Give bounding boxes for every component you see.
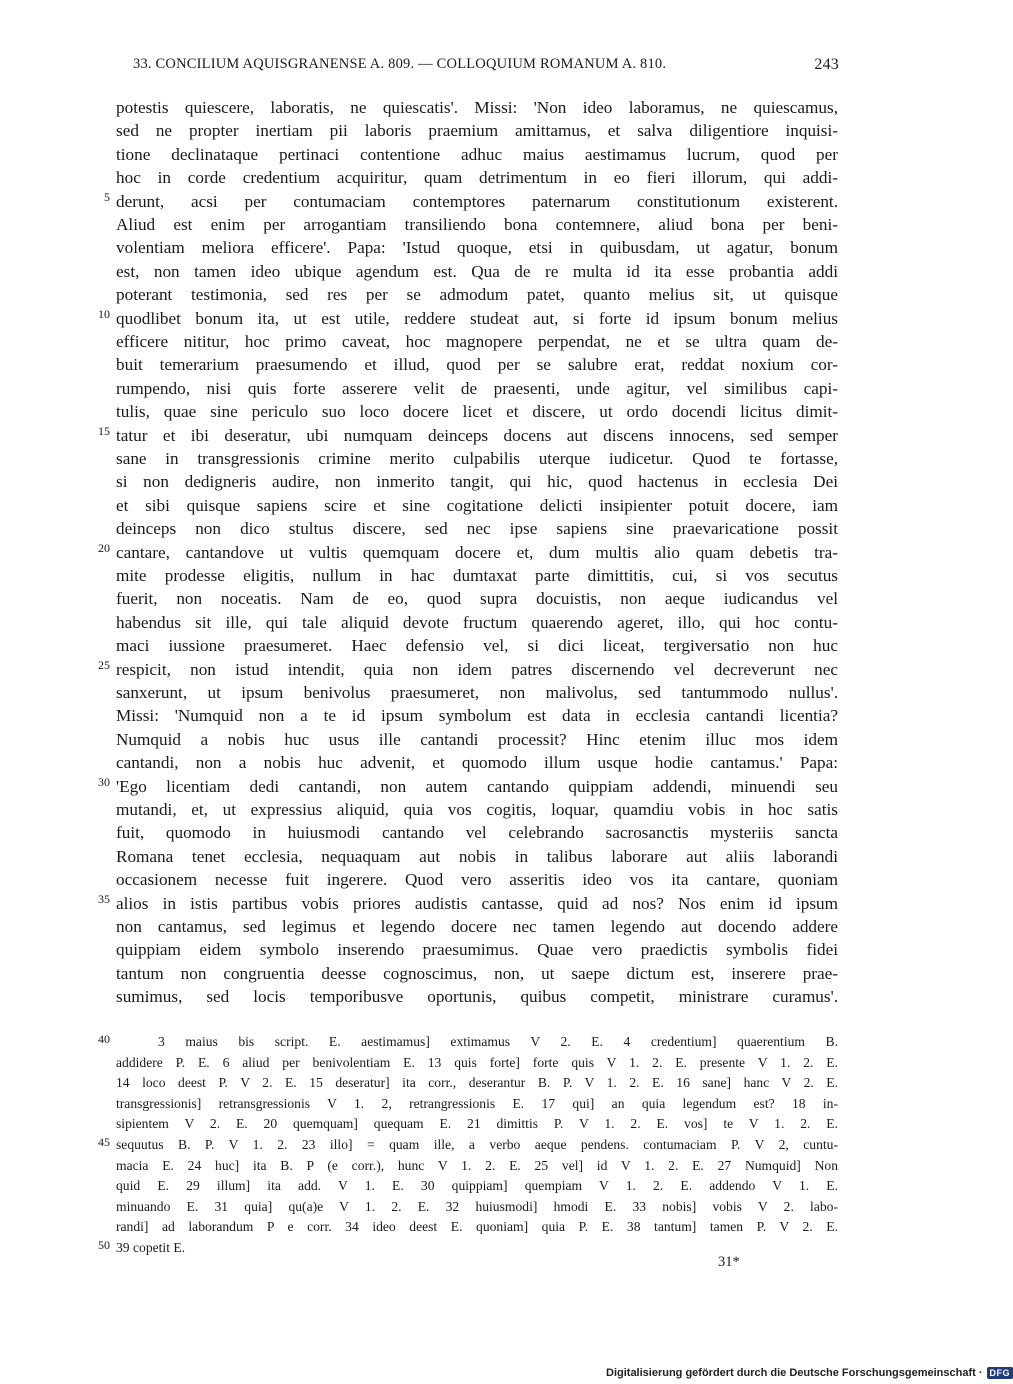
text-line: respicit, non istud intendit, quia non idem patres discernendo vel decreverunt nec [116, 659, 838, 679]
apparatus-line: addidere P. E. 6 aliud per benivolentiam E. 13 quis forte] forte quis V 1. 2. E. presente V 1. 2. E. [116, 1054, 838, 1070]
apparatus-line: sipientem V 2. E. 20 quemquam] quequam E. 21 dimittis P. V 1. 2. E. vos] te V 1. 2. E. [116, 1116, 838, 1132]
text-line: cantandi, non a nobis huc advenit, et quomodo illum usque hodie cantamus.' Papa: [116, 753, 838, 773]
line-number: 10 [98, 306, 110, 321]
text-line: occasionem necesse fuit ingerere. Quod vero asseritis ideo vos ita cantare, quoniam [116, 870, 838, 890]
text-line: hoc in corde credentium acquiritur, quam detrimentum in eo fieri illorum, qui addi- [116, 168, 838, 188]
apparatus-line: 3 maius bis script. E. aestimamus] extimamus V 2. E. 4 credentium] quaerentium B. [158, 1034, 838, 1049]
text-line: sane in transgressionis crimine merito culpabilis uterque iudicetur. Quod te fortasse, [116, 449, 838, 468]
text-line: deinceps non dico stultus discere, sed nec ipse sapiens sine praevaricatione possit [116, 519, 838, 539]
text-line: poterant testimonia, sed res per se admodum patet, quanto melius sit, ut quisque [116, 285, 838, 305]
apparatus-line: 39 copetit E. [116, 1240, 186, 1255]
funding-footer [606, 1365, 1013, 1381]
text-line: fuit, quomodo in huiusmodi cantando vel celebrando sacrosanctis mysteriis sancta [116, 823, 838, 843]
line-number: 25 [98, 657, 110, 672]
apparatus-line: randi] ad laborandum P e corr. 34 ideo deest E. quoniam] quia P. E. 38 tantum] tamen P. V 2. E. [116, 1219, 838, 1235]
text-line: Numquid a nobis huc usus ille cantandi processit? Hinc etenim illuc mos idem [116, 729, 838, 749]
text-line: derunt, acsi per contumaciam contemptores paternarum constitutionum existerent. [116, 191, 838, 211]
text-line: Missi: 'Numquid non a te id ipsum symbolum est data in ecclesia cantandi licentia? [116, 706, 838, 726]
text-line: tione declinataque pertinaci contentione adhuc maius aestimamus lucrum, quod per [116, 144, 838, 164]
text-line: mite prodesse eligitis, nullum in hac dumtaxat parte dimittitis, cui, si vos secutus [116, 566, 838, 585]
text-line: Aliud est enim per arrogantiam transiliendo bona contemnere, aliud bona per beni- [116, 215, 838, 234]
page-number: 243 [814, 56, 839, 73]
text-line: potestis quiescere, laboratis, ne quiescatis'. Missi: 'Non ideo laboramus, ne quiescamus, [116, 98, 838, 117]
line-number: 35 [98, 891, 110, 906]
text-line: sanxerunt, ut ipsum benivolus praesumeret, non malivolus, sed tantummodo nullus'. [116, 683, 838, 702]
apparatus-line: quid E. 29 illum] ita add. V 1. E. 30 quippiam] quempiam V 1. 2. E. addendo V 1. E. [116, 1178, 838, 1194]
apparatus-line-number: 45 [98, 1135, 110, 1149]
running-header [133, 56, 839, 78]
apparatus-line-number: 40 [98, 1032, 110, 1046]
running-title: 33. CONCILIUM AQUISGRANENSE A. 809. — COLLOQUIUM ROMANUM A. 810. [133, 56, 667, 72]
line-number: 15 [98, 423, 110, 438]
signature-mark: 31* [718, 1254, 740, 1270]
text-line: alios in istis partibus vobis priores audistis cantasse, quid ad nos? Nos enim id ipsum [116, 893, 838, 913]
text-line: tatur et ibi deseratur, ubi numquam deinceps docens aut discens innocens, sed semper [116, 425, 838, 445]
text-line: et sibi quisque sapiens scire et sine cogitatione delicti insipienter potuit docere, iam [116, 495, 838, 515]
text-line: est, non tamen ideo ubique agendum est. Qua de re multa id ita esse probantia addi [116, 261, 838, 281]
text-line: mutandi, et, ut expressius aliquid, quia vos cogitis, loquar, quamdiu vobis in hoc satis [116, 800, 838, 819]
text-line: sed ne propter inertiam pii laboris praemium amittamus, et salva diligentiore inquisi- [116, 121, 838, 141]
text-line: rumpendo, nisi quis forte asserere velit de praesenti, unde agitur, vel similibus capi- [116, 378, 838, 398]
text-line: cantare, cantandove ut vultis quemquam docere et, dum multis alio quam debetis tra- [116, 542, 838, 562]
text-line: non cantamus, sed legimus et legendo docere nec tamen legendo aut docendo addere [116, 917, 838, 936]
text-line: fuerit, non noceatis. Nam de eo, quod supra docuistis, non aeque iudicandus vel [116, 589, 838, 609]
apparatus-line: 14 loco deest P. V 2. E. 15 deseratur] ita corr., deserantur B. P. V 1. 2. E. 16 sane] hanc V 2. E. [116, 1075, 838, 1091]
text-line: habendus sit ille, qui tale aliquid devote fructum quaerendo ageret, illo, qui hoc contu- [116, 612, 838, 632]
text-line: sumimus, sed locis temporibusve oportunis, quibus competit, ministrare curamus'. [116, 987, 838, 1007]
apparatus-line: minuando E. 31 quia] qu(a)e V 1. 2. E. 32 huiusmodi] hmodi E. 33 nobis] vobis V 2. labo- [116, 1198, 838, 1214]
text-line: maci iussione praesumeret. Haec defensio vel, si dici liceat, tergiversatio non huc [116, 636, 838, 656]
text-line: Romana tenet ecclesia, nequaquam aut nobis in talibus laborare aut aliis laborandi [116, 846, 838, 866]
text-line: si non dedigneris audire, non inmerito tangit, qui hic, quod hactenus in ecclesia Dei [116, 472, 838, 492]
text-line: quodlibet bonum ita, ut est utile, reddere studeat aut, si forte id ipsum bonum melius [116, 308, 838, 328]
text-line: efficere nititur, hoc primo caveat, hoc magnopere perpendat, ne et se ultra quam de- [116, 332, 838, 351]
text-line: tantum non congruentia deesse cognoscimus, non, ut saepe dictum est, inserere prae- [116, 963, 838, 983]
text-line: quippiam eidem symbolo inserendo praesumimus. Quae vero praedictis symbolis fidei [116, 940, 838, 960]
funding-notice: Digitalisierung gefördert durch die Deutsche Forschungsgemeinschaft · [606, 1367, 983, 1379]
line-number: 20 [98, 540, 110, 555]
text-line: tulis, quae sine periculo suo loco docere licet et discere, ut ordo docendi licitus dimit- [116, 402, 838, 422]
apparatus-line: sequutus B. P. V 1. 2. 23 illo] = quam ille, a verbo aeque pendens. contumaciam P. V 2, cuntu- [116, 1137, 838, 1152]
line-number: 5 [104, 189, 110, 204]
apparatus-line: transgressionis] retransgressionis V 1. 2, retrangressionis E. 17 qui] an quia legendum est? 18 in- [116, 1095, 838, 1111]
line-number: 30 [98, 774, 110, 789]
text-line: 'Ego licentiam dedi cantandi, non autem cantando quippiam addendi, minuendi seu [116, 776, 838, 796]
apparatus-line: macia E. 24 huc] ita B. P (e corr.), hunc V 1. 2. E. 25 vel] id V 1. 2. E. 27 Numquid] Non [116, 1157, 838, 1173]
text-line: volentiam meliora efficere'. Papa: 'Istud quoque, etsi in quibusdam, ut agatur, bonum [116, 238, 838, 258]
text-line: buit temerarium praesumendo et illud, quod per se salubre erat, reddat noxium cor- [116, 355, 838, 375]
apparatus-line-number: 50 [98, 1238, 110, 1252]
dfg-logo: DFG [987, 1367, 1013, 1379]
